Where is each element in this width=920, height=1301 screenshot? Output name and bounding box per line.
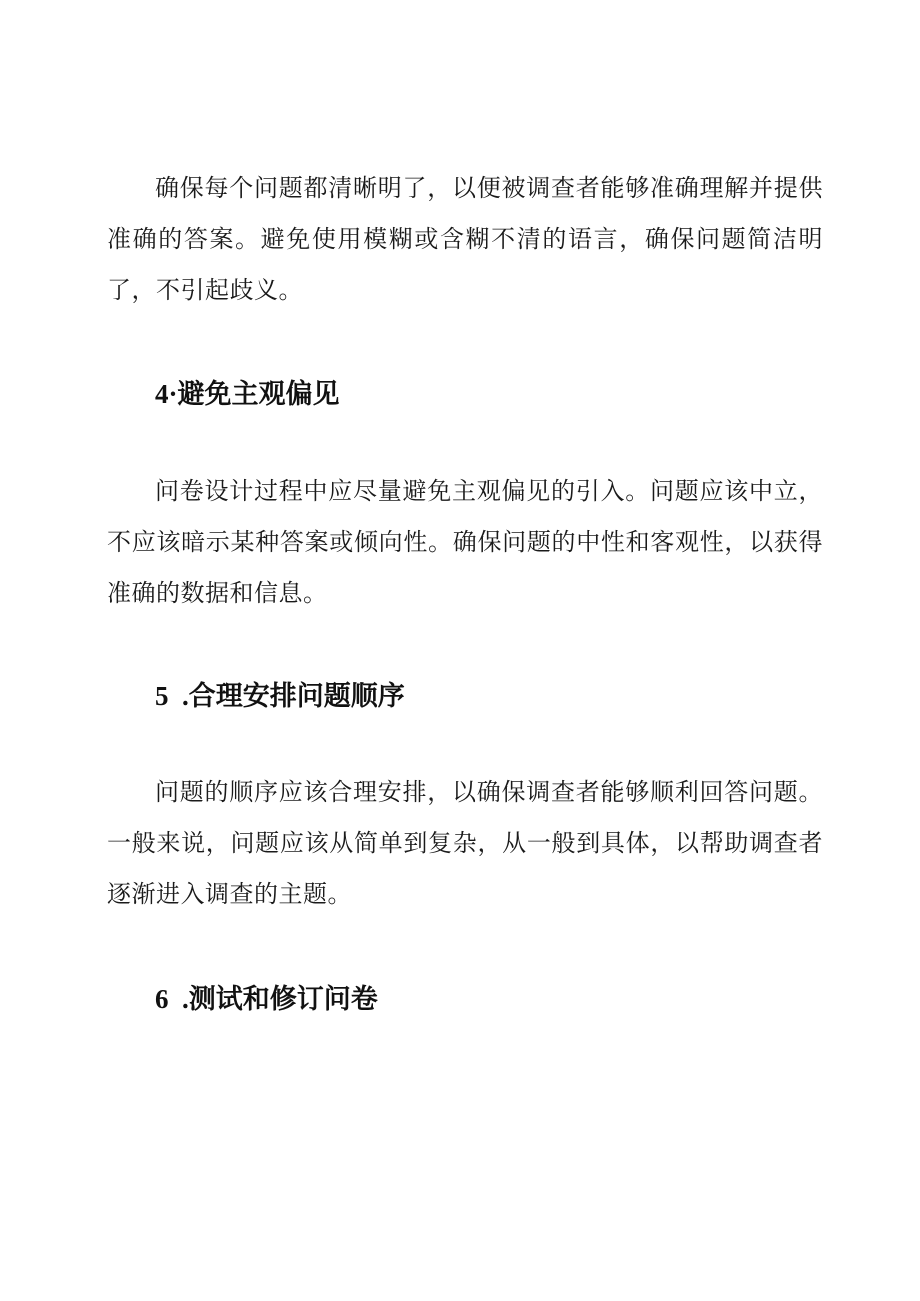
section-heading-4 bbox=[155, 376, 340, 413]
section-heading-6 bbox=[155, 981, 378, 1018]
section-number: 4· bbox=[155, 379, 178, 409]
section-number: 5 . bbox=[155, 681, 189, 711]
paragraph-question-order: 问题的顺序应该合理安排，以确保调查者能够顺利回答问题。一般来说，问题应该从简单到复杂，从一般到具体，以帮助调查者逐渐进入调查的主题。 bbox=[107, 778, 823, 908]
paragraph-avoid-bias: 问卷设计过程中应尽量避免主观偏见的引入。问题应该中立，不应该暗示某种答案或倾向性。确保问题的中性和客观性，以获得准确的数据和信息。 bbox=[107, 477, 823, 607]
section-title: 测试和修订问卷 bbox=[188, 984, 378, 1015]
section-number: 6 . bbox=[155, 984, 189, 1014]
section-title: 合理安排问题顺序 bbox=[188, 681, 405, 712]
section-title: 避免主观偏见 bbox=[177, 379, 340, 410]
paragraph-clarity: 确保每个问题都清晰明了，以便被调查者能够准确理解并提供准确的答案。避免使用模糊或含糊不清的语言，确保问题简洁明了，不引起歧义。 bbox=[107, 174, 823, 304]
section-heading-5 bbox=[155, 678, 405, 715]
